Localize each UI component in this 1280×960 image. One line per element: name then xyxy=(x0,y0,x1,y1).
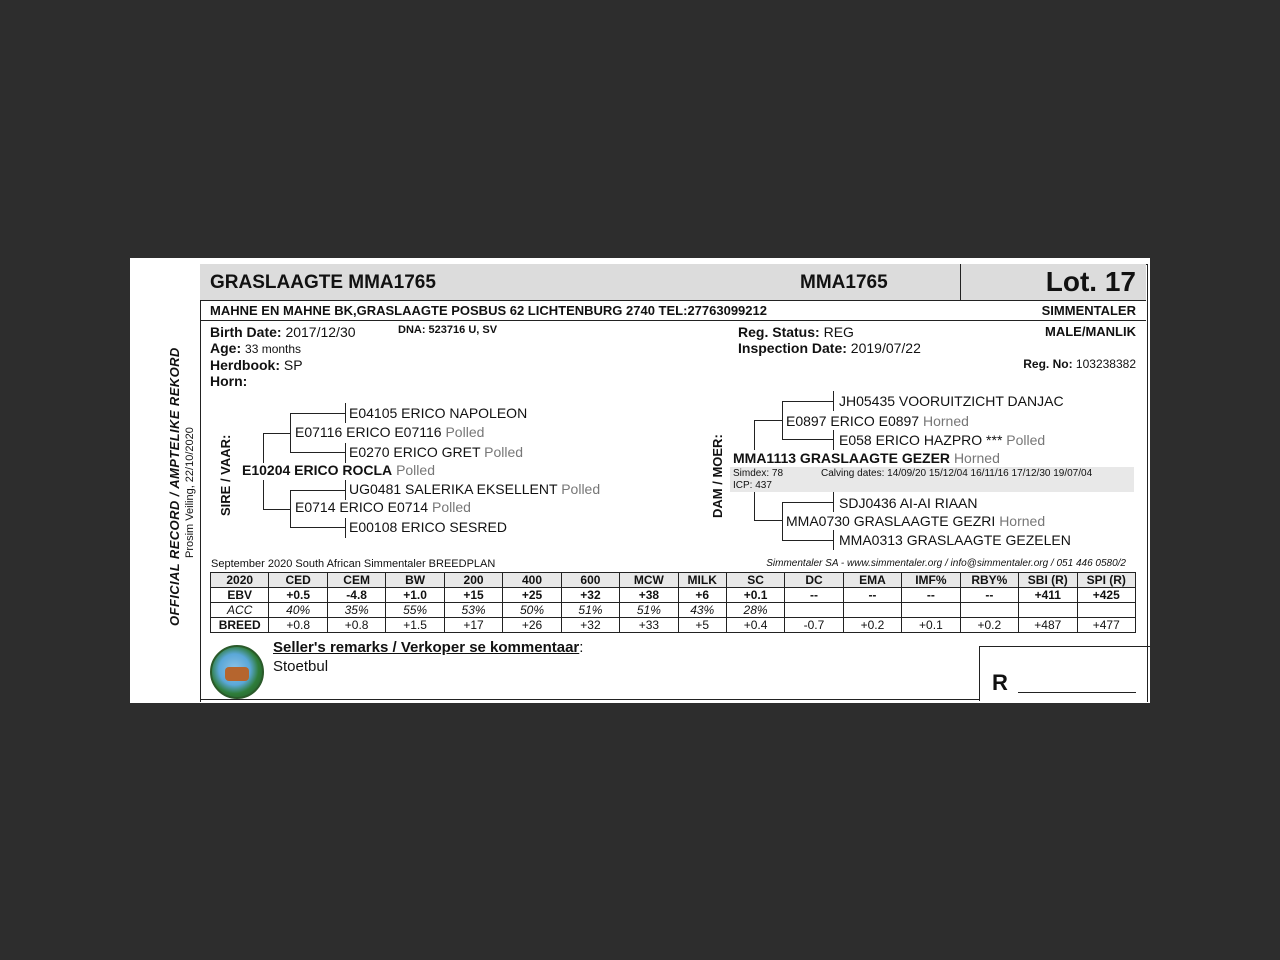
animal-info xyxy=(210,324,356,389)
dna-info: DNA: 523716 U, SV xyxy=(398,324,498,336)
inspection-label: Inspection Date: xyxy=(738,340,847,356)
ebv-header-cell: 600 xyxy=(561,573,619,588)
official-record-label: OFFICIAL RECORD / AMPTELIKE REKORD xyxy=(167,347,182,626)
ebv-cell: +0.8 xyxy=(327,618,385,633)
sire-sire-sire: E04105 ERICO NAPOLEON xyxy=(349,405,528,421)
ebv-cell: 53% xyxy=(444,603,502,618)
price-line xyxy=(1018,692,1136,693)
ebv-header-cell: SC xyxy=(726,573,784,588)
sire-dam-dam: E00108 ERICO SESRED xyxy=(349,519,507,535)
dam-label: DAM / MOER: xyxy=(710,434,725,518)
ebv-cell: +1.5 xyxy=(386,618,444,633)
ebv-cell: 50% xyxy=(503,603,561,618)
ebv-cell: +0.1 xyxy=(726,588,784,603)
dam-icp: ICP: 437 xyxy=(733,480,772,491)
ebv-header-row xyxy=(211,573,1136,588)
dam-sire-dam: E058 ERICO HAZPRO *** Polled xyxy=(839,432,1046,448)
ebv-header-cell: DC xyxy=(785,573,843,588)
breedplan-contact: Simmentaler SA - www.simmentaler.org / info@simmentaler.org / 051 446 0580/2 xyxy=(766,558,1126,569)
ebv-cell: +0.8 xyxy=(269,618,327,633)
dam-dam: MMA0730 GRASLAAGTE GEZRI Horned xyxy=(786,513,1046,529)
dam-sire: E0897 ERICO E0897 Horned xyxy=(786,413,969,429)
dam-dam-dam: MMA0313 GRASLAAGTE GEZELEN xyxy=(839,532,1071,548)
ebv-row-label: ACC xyxy=(211,603,269,618)
ebv-cell: +32 xyxy=(561,588,619,603)
sire-sire-dam: E0270 ERICO GRET Polled xyxy=(349,444,524,460)
ebv-cell: +0.4 xyxy=(726,618,784,633)
birth-date: 2017/12/30 xyxy=(285,324,356,340)
ebv-cell: +0.2 xyxy=(843,618,901,633)
ebv-row-ebvr xyxy=(211,588,1136,603)
ebv-cell: 35% xyxy=(327,603,385,618)
ebv-row-breed xyxy=(211,618,1136,633)
ebv-cell: +425 xyxy=(1077,588,1135,603)
ebv-cell: 51% xyxy=(620,603,678,618)
sire-label: SIRE / VAAR: xyxy=(218,434,233,516)
breed-label: SIMMENTALER xyxy=(1041,303,1136,318)
price-label: R xyxy=(992,670,1008,695)
ebv-row-label: EBV xyxy=(211,588,269,603)
sire-name: E10204 ERICO ROCLA Polled xyxy=(242,462,435,478)
ebv-header-cell: IMF% xyxy=(902,573,960,588)
ebv-cell: +411 xyxy=(1019,588,1077,603)
dam-sire-sire: JH05435 VOORUITZICHT DANJAC xyxy=(839,393,1064,409)
ebv-header-cell: 2020 xyxy=(211,573,269,588)
ebv-header-cell: EMA xyxy=(843,573,901,588)
reg-status: REG xyxy=(823,324,854,340)
birth-date-label: Birth Date: xyxy=(210,324,282,340)
sex-label: MALE/MANLIK xyxy=(1045,324,1136,339)
ebv-cell: +477 xyxy=(1077,618,1135,633)
ebv-cell: +26 xyxy=(503,618,561,633)
ebv-cell xyxy=(902,603,960,618)
ebv-cell: +33 xyxy=(620,618,678,633)
sire-sire: E07116 ERICO E07116 Polled xyxy=(295,424,485,440)
inspection-date: 2019/07/22 xyxy=(850,340,921,356)
ebv-cell: 28% xyxy=(726,603,784,618)
ebv-cell: -4.8 xyxy=(327,588,385,603)
ebv-header-cell: SPI (R) xyxy=(1077,573,1135,588)
ebv-cell: -- xyxy=(785,588,843,603)
lot-card xyxy=(130,258,1150,703)
ebv-cell: -- xyxy=(843,588,901,603)
ebv-cell: -- xyxy=(902,588,960,603)
ebv-cell: +17 xyxy=(444,618,502,633)
breedplan-title: September 2020 South African Simmentaler BREEDPLAN xyxy=(211,558,496,570)
dam-simdex: Simdex: 78 xyxy=(733,468,784,479)
lot-number: Lot. 17 xyxy=(1045,266,1136,297)
owner-details: MAHNE EN MAHNE BK,GRASLAAGTE POSBUS 62 LICHTENBURG 2740 TEL:27763099212 xyxy=(210,303,767,318)
ebv-cell: -- xyxy=(960,588,1018,603)
animal-name: GRASLAAGTE MMA1765 xyxy=(210,272,436,293)
ebv-header-cell: RBY% xyxy=(960,573,1018,588)
ebv-cell: +487 xyxy=(1019,618,1077,633)
reg-no: Reg. No: 103238382 xyxy=(1023,357,1136,371)
remarks-text: Stoetbul xyxy=(273,658,329,675)
simmentaler-logo xyxy=(210,645,264,699)
animal-id: MMA1765 xyxy=(800,272,888,293)
sale-info: Prosim Veiling, 22/10/2020 xyxy=(184,427,196,558)
ebv-header-cell: 200 xyxy=(444,573,502,588)
ebv-cell: +25 xyxy=(503,588,561,603)
ebv-cell: 51% xyxy=(561,603,619,618)
herdbook: SP xyxy=(283,357,303,373)
remarks-title: Seller's remarks / Verkoper se kommentaar: xyxy=(273,639,584,656)
reg-status-label: Reg. Status: xyxy=(738,324,820,340)
ebv-cell: 55% xyxy=(386,603,444,618)
ebv-cell xyxy=(960,603,1018,618)
dam-name: MMA1113 GRASLAAGTE GEZER Horned xyxy=(733,450,1000,466)
ebv-header-cell: 400 xyxy=(503,573,561,588)
ebv-cell: +1.0 xyxy=(386,588,444,603)
registration-info xyxy=(738,324,921,356)
ebv-cell: +5 xyxy=(678,618,726,633)
header-bar xyxy=(200,264,1146,301)
ebv-cell: +0.2 xyxy=(960,618,1018,633)
ebv-header-cell: CED xyxy=(269,573,327,588)
ebv-cell xyxy=(785,603,843,618)
ebv-row-acc xyxy=(211,603,1136,618)
ebv-header-cell: SBI (R) xyxy=(1019,573,1077,588)
ebv-cell xyxy=(1077,603,1135,618)
sire-dam: E0714 ERICO E0714 Polled xyxy=(295,499,471,515)
ebv-table xyxy=(210,572,1136,633)
ebv-row-label: BREED xyxy=(211,618,269,633)
age-label: Age: xyxy=(210,340,242,356)
ebv-header-cell: MCW xyxy=(620,573,678,588)
age: 33 months xyxy=(245,342,302,356)
ebv-cell: 40% xyxy=(269,603,327,618)
dam-calving-dates: Calving dates: 14/09/20 15/12/04 16/11/16 17/12/30 19/07/04 xyxy=(821,468,1093,479)
dam-dam-sire: SDJ0436 AI-AI RIAAN xyxy=(839,495,978,511)
ebv-cell: -0.7 xyxy=(785,618,843,633)
header-divider xyxy=(960,264,961,300)
ebv-cell: +32 xyxy=(561,618,619,633)
horn-label: Horn: xyxy=(210,373,248,389)
ebv-cell: +6 xyxy=(678,588,726,603)
sire-dam-sire: UG0481 SALERIKA EKSELLENT Polled xyxy=(349,481,601,497)
ebv-cell: +15 xyxy=(444,588,502,603)
ebv-cell: 43% xyxy=(678,603,726,618)
ebv-cell xyxy=(843,603,901,618)
ebv-cell: +0.1 xyxy=(902,618,960,633)
ebv-cell xyxy=(1019,603,1077,618)
ebv-cell: +0.5 xyxy=(269,588,327,603)
owner-bar xyxy=(200,300,1146,321)
ebv-header-cell: CEM xyxy=(327,573,385,588)
ebv-header-cell: BW xyxy=(386,573,444,588)
ebv-cell: +38 xyxy=(620,588,678,603)
herdbook-label: Herdbook: xyxy=(210,357,280,373)
ebv-header-cell: MILK xyxy=(678,573,726,588)
